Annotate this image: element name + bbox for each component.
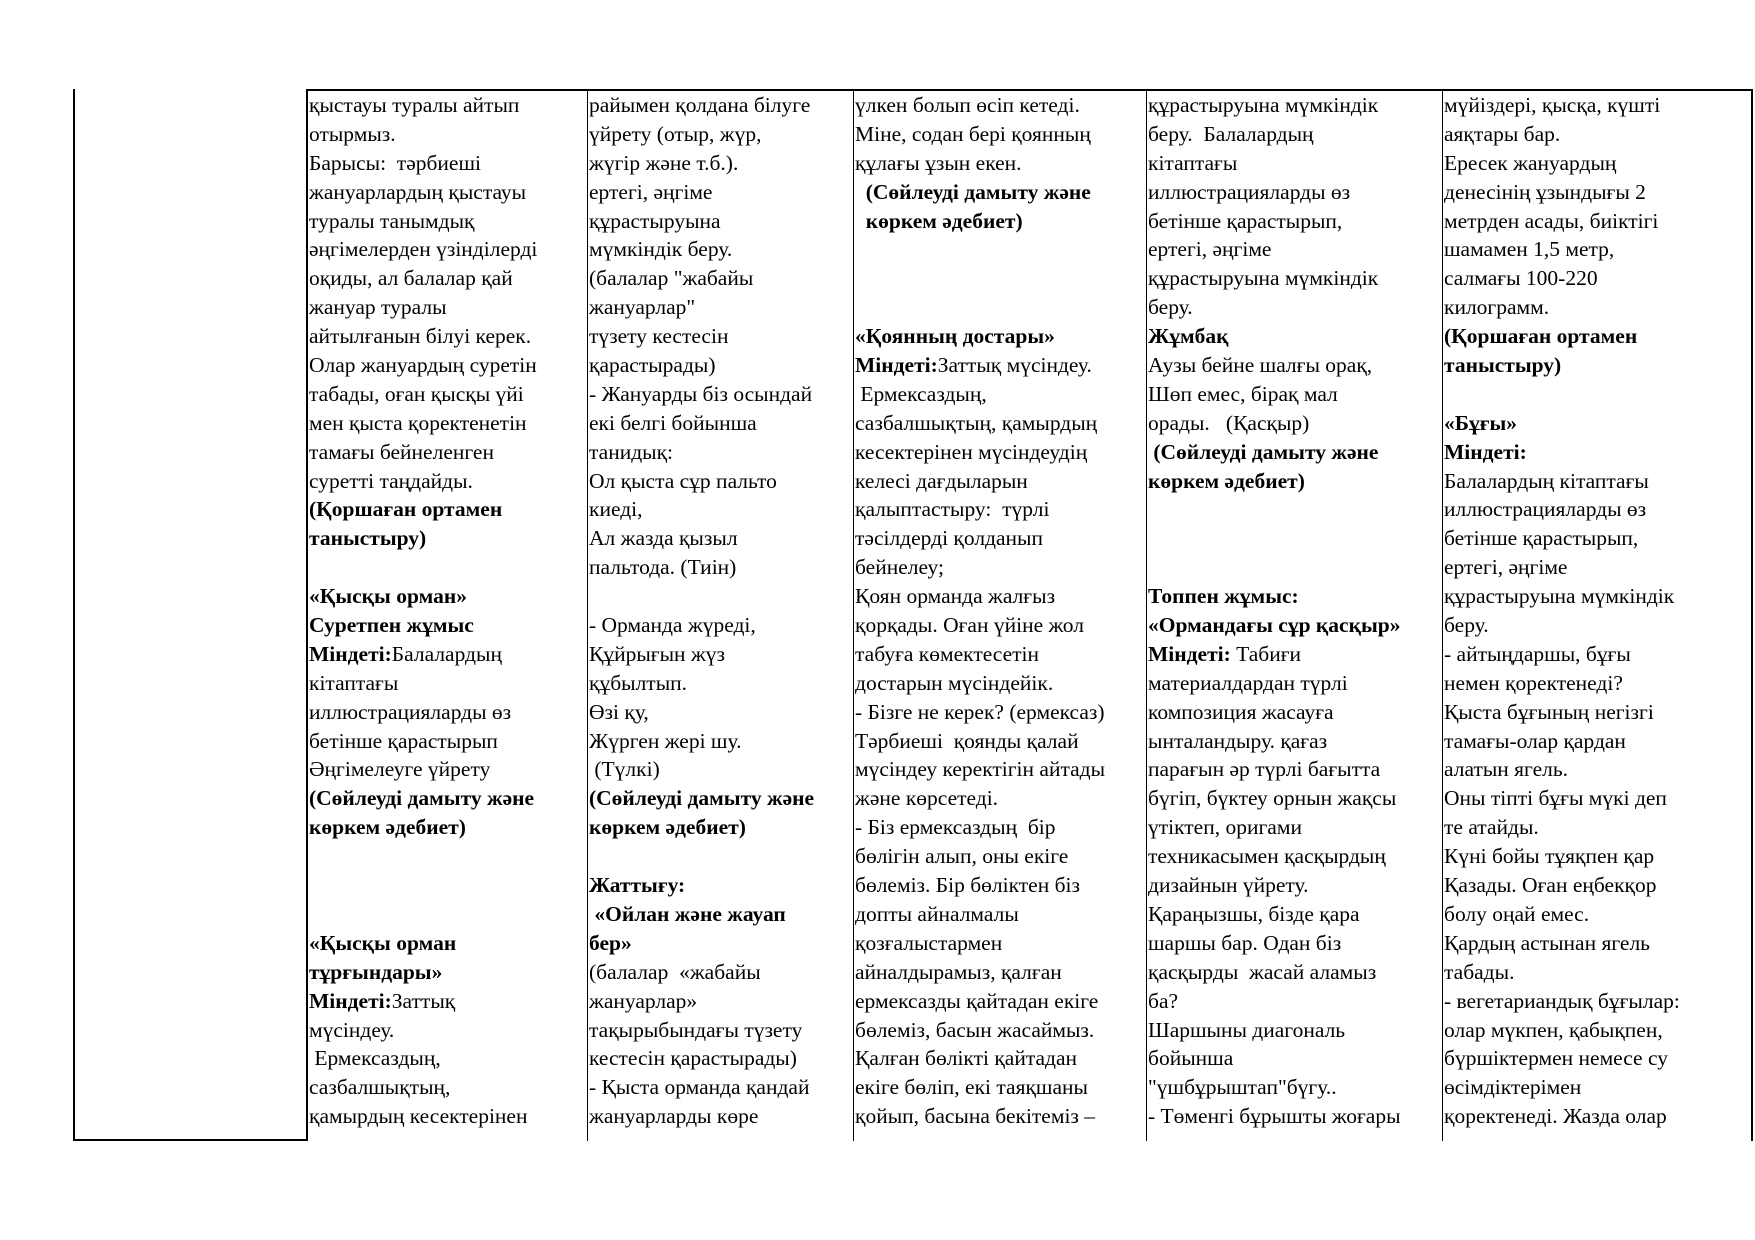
text-line: (Сөйлеуді дамыту және [1148, 439, 1379, 464]
text-line: (Сөйлеуді дамыту және [589, 786, 815, 811]
text-line: қасқырды жасай аламыз [1148, 959, 1377, 984]
text-line: және көрсетеді. [855, 786, 999, 811]
text-run: Міндеті: [1148, 641, 1231, 666]
text-line: қоректенеді. Жазда олар [1444, 1104, 1667, 1129]
text-line: көркем әдебиет) [1148, 468, 1305, 493]
text-line: достарын мүсіндейік. [855, 670, 1054, 695]
text-line: (Сөйлеуді дамыту және [309, 786, 535, 811]
text-line: таныстыру) [1444, 353, 1562, 378]
text-line: беру. [1444, 613, 1489, 638]
text-line: алатын ягель. [1444, 757, 1569, 782]
text-line: қойып, басына бекітеміз – [855, 1104, 1096, 1129]
text-line: айтылғанын білуі керек. [309, 324, 532, 349]
text-line: бейнелеу; [855, 555, 944, 580]
text-line [309, 553, 585, 582]
text-line [855, 264, 1144, 293]
column-divider-2 [587, 89, 588, 1141]
text-line [309, 871, 585, 900]
text-line [1148, 553, 1440, 582]
text-line: оқиды, ал балалар қай [309, 266, 513, 291]
text-run: Міндеті: [309, 988, 392, 1013]
text-line: әңгімелерден үзінділерді [309, 237, 538, 262]
text-line: құрастыруына мүмкіндік [1444, 584, 1675, 609]
text-line: Топпен жұмыс: [1148, 584, 1299, 609]
text-line: (Қоршаған ортамен [309, 497, 503, 522]
table-bottom-border-first-cell [73, 1139, 308, 1141]
text-line: сазбалшықтың, [309, 1075, 451, 1100]
text-line: тұрғындары» [309, 959, 443, 984]
text-run: Балалардың [391, 641, 502, 666]
text-line: Аузы бейне шалғы орақ, [1148, 353, 1373, 378]
text-line: ынталандыру. қағаз [1148, 728, 1328, 753]
text-line: мүсіндеу керектігін айтады [855, 757, 1106, 782]
text-line: - Орманда жүреді, [589, 613, 756, 638]
text-line [309, 640, 585, 669]
text-line: жануарлар" [589, 295, 696, 320]
text-line: "үшбұрыштап"бүгу.. [1148, 1075, 1337, 1100]
text-line: ертегі, әңгіме [1444, 555, 1568, 580]
text-line [855, 293, 1144, 322]
text-line: Қалған бөлікті қайтадан [855, 1046, 1078, 1071]
text-line: суретті таңдайды. [309, 468, 473, 493]
text-line: ермексазды қайтадан екіге [855, 988, 1099, 1013]
text-line: қорқады. Оған үйіне жол [855, 613, 1085, 638]
text-line: беру. [1148, 295, 1193, 320]
text-line: жануар туралы [309, 295, 447, 320]
text-line: Ол қыста сұр пальто [589, 468, 777, 493]
text-line: кестесін қарастырады) [589, 1046, 797, 1071]
text-line: техникасымен қасқырдың [1148, 844, 1386, 869]
text-line: Балалардың кітаптағы [1444, 468, 1649, 493]
text-line: табады. [1444, 959, 1515, 984]
text-line: бөлігін алып, оны екіге [855, 844, 1069, 869]
text-line [1444, 380, 1749, 409]
text-line [1148, 495, 1440, 524]
text-line [309, 900, 585, 929]
text-line: табуға көмектесетін [855, 641, 1040, 666]
text-line: райымен қолдана білуге [589, 93, 811, 117]
text-line: Ермексаздың, [855, 381, 987, 406]
text-line: - Жануарды біз осындай [589, 381, 813, 406]
text-line: үйрету (отыр, жүр, [589, 121, 762, 146]
text-line: Құйрығын жүз [589, 641, 726, 666]
text-line: «Қысқы орман» [309, 584, 467, 609]
text-line: денесінің ұзындығы 2 [1444, 179, 1646, 204]
text-line: метрден асады, биіктігі [1444, 208, 1659, 233]
text-line: тәсілдерді қолданып [855, 526, 1043, 551]
text-run: Заттық мүсіндеу. [937, 353, 1092, 378]
text-line [589, 842, 851, 871]
text-line: «Қоянның достары» [855, 324, 1055, 349]
text-line: - Бізге не керек? (ермексаз) [855, 699, 1105, 724]
text-line: «Қысқы орман [309, 930, 457, 955]
text-line: салмағы 100-220 [1444, 266, 1598, 291]
text-line: - вегетариандық бұғылар: [1444, 988, 1680, 1013]
text-line: қозғалыстармен [855, 930, 1003, 955]
text-line: ба? [1148, 988, 1179, 1013]
text-line: құлағы ұзын екен. [855, 150, 1022, 175]
text-line: композиция жасауға [1148, 699, 1334, 724]
text-line: бөлеміз. Бір бөліктен біз [855, 873, 1081, 898]
text-line: Олар жануардың суретін [309, 353, 537, 378]
text-line: құрастыруына [589, 208, 721, 233]
text-line: Тәрбиеші қоянды қалай [855, 728, 1079, 753]
text-line: таныстыру) [309, 526, 427, 551]
text-line: Жүрген жері шу. [589, 728, 742, 753]
table-right-border [1751, 89, 1753, 1141]
text-line: (Қоршаған ортамен [1444, 324, 1638, 349]
text-line: Ермексаздың, [309, 1046, 441, 1071]
text-line: үлкен болып өсіп кетеді. [855, 93, 1080, 117]
text-line: те атайды. [1444, 815, 1539, 840]
text-line: Барысы: тәрбиеші [309, 150, 481, 175]
text-line: Ересек жануардың [1444, 150, 1617, 175]
text-line: киеді, [589, 497, 643, 522]
text-line: жануарлардың қыстауы [309, 179, 527, 204]
text-line: (балалар «жабайы [589, 959, 761, 984]
text-line: Қараңызшы, бізде қара [1148, 901, 1360, 926]
text-line: екі белгі бойынша [589, 410, 757, 435]
table-left-border [73, 89, 75, 1141]
text-line: Шаршыны диагональ [1148, 1017, 1346, 1042]
text-line: айналдырамыз, қалған [855, 959, 1062, 984]
text-line: пальтода. (Тиін) [589, 555, 737, 580]
text-line: аяқтары бар. [1444, 121, 1561, 146]
text-line: туралы танымдық [309, 208, 475, 233]
text-line: - Қыста орманда қандай [589, 1075, 810, 1100]
text-line: тақырыбындағы түзету [589, 1017, 803, 1042]
text-line: Жаттығу: [589, 873, 686, 898]
text-line: тамағы бейнеленген [309, 439, 494, 464]
text-line: түзету кестесін [589, 324, 729, 349]
text-run: Заттық [391, 988, 456, 1013]
text-line: иллюстрацияларды өз [1148, 179, 1351, 204]
column-divider-1 [306, 89, 308, 1141]
text-line: жүгір және т.б.). [589, 150, 739, 175]
table-cell-column-2 [589, 91, 851, 1140]
text-line [309, 987, 585, 1016]
text-line: шамамен 1,5 метр, [1444, 237, 1615, 262]
text-line: Оны тіпті бұғы мүкі деп [1444, 786, 1667, 811]
text-line: болу оңай емес. [1444, 901, 1590, 926]
table-cell-column-1 [309, 91, 585, 1140]
text-line: ертегі, әңгіме [589, 179, 713, 204]
text-line: Ал жазда қызыл [589, 526, 738, 551]
table-cell-column-4 [1148, 91, 1440, 1140]
text-line: мүйіздері, қысқа, күшті [1444, 93, 1661, 117]
text-line: көркем әдебиет) [309, 815, 466, 840]
text-line: «Ойлан және жауап [589, 901, 786, 926]
text-line: бүршіктермен немесе су [1444, 1046, 1668, 1071]
text-line: (Түлкі) [589, 757, 660, 782]
text-line: иллюстрацияларды өз [309, 699, 512, 724]
text-line [1148, 640, 1440, 669]
text-line: Міне, содан бері қоянның [855, 121, 1091, 146]
text-line: шаршы бар. Одан біз [1148, 930, 1342, 955]
text-line: табады, оған қысқы үйі [309, 381, 524, 406]
text-line: Суретпен жұмыс [309, 613, 474, 638]
text-line: мен қыста қоректенетін [309, 410, 527, 435]
text-line: үтіктеп, оригами [1148, 815, 1302, 840]
text-line: - Біз ермексаздың бір [855, 815, 1056, 840]
text-line: Жұмбақ [1148, 324, 1229, 349]
text-line: Шөп емес, бірақ мал [1148, 381, 1338, 406]
text-line: - айтыңдаршы, бұғы [1444, 641, 1631, 666]
text-line: қамырдың кесектерінен [309, 1104, 528, 1129]
text-line: ертегі, әңгіме [1148, 237, 1272, 262]
text-line: көркем әдебиет) [589, 815, 746, 840]
text-run: Табиғи [1230, 641, 1302, 666]
text-line: Қоян орманда жалғыз [855, 584, 1056, 609]
text-line: дизайнын үйрету. [1148, 873, 1309, 898]
text-line: кітаптағы [1148, 150, 1238, 175]
text-line [589, 582, 851, 611]
text-line: Әңгімелеуге үйрету [309, 757, 491, 782]
text-line: қалыптастыру: түрлі [855, 497, 1050, 522]
text-line: иллюстрацияларды өз [1444, 497, 1647, 522]
column-divider-4 [1146, 89, 1147, 1141]
text-line: жануарларды көре [589, 1104, 759, 1129]
text-line [1148, 524, 1440, 553]
text-line: кесектерінен мүсіндеудің [855, 439, 1088, 464]
text-line: жануарлар» [589, 988, 698, 1013]
text-line: бер» [589, 930, 632, 955]
column-divider-5 [1442, 89, 1443, 1141]
text-line: килограмм. [1444, 295, 1550, 320]
text-line: бойынша [1148, 1046, 1234, 1071]
text-line: материалдардан түрлі [1148, 670, 1348, 695]
text-line: танидық: [589, 439, 674, 464]
text-line: кітаптағы [309, 670, 399, 695]
text-line: допты айналмалы [855, 901, 1019, 926]
text-line: келесі дағдыларын [855, 468, 1028, 493]
text-line: - Төменгі бұрышты жоғары [1148, 1104, 1401, 1129]
text-line: сазбалшықтың, қамырдың [855, 410, 1098, 435]
text-line: екіге бөліп, екі таяқшаны [855, 1075, 1088, 1100]
text-line: қыстауы туралы айтып [309, 93, 520, 117]
text-line: (балалар "жабайы [589, 266, 754, 291]
text-line: мүсіндеу. [309, 1017, 395, 1042]
text-line: Қардың астынан ягель [1444, 930, 1650, 955]
text-line: Өзі қу, [589, 699, 649, 724]
text-line: немен қоректенеді? [1444, 670, 1623, 695]
text-line: бетінше қарастырып, [1148, 208, 1343, 233]
text-line: тамағы-олар қардан [1444, 728, 1626, 753]
text-line: құрастыруына мүмкіндік [1148, 93, 1379, 117]
text-line: Қыста бұғының негізгі [1444, 699, 1654, 724]
column-divider-3 [853, 89, 854, 1141]
text-line: бетінше қарастырып [309, 728, 498, 753]
text-line: беру. Балалардың [1148, 121, 1314, 146]
text-line: бөлеміз, басын жасаймыз. [855, 1017, 1095, 1042]
text-line: құрастыруына мүмкіндік [1148, 266, 1379, 291]
text-line: Міндеті: [1444, 439, 1527, 464]
text-line: «Бұғы» [1444, 410, 1518, 435]
text-line: Күні бойы тұяқпен қар [1444, 844, 1655, 869]
text-line: парағын әр түрлі бағытта [1148, 757, 1381, 782]
text-run: Міндеті: [855, 353, 938, 378]
table-cell-column-5 [1444, 91, 1749, 1140]
text-run: Міндеті: [309, 641, 392, 666]
text-line: құбылтып. [589, 670, 688, 695]
text-line [309, 842, 585, 871]
text-line: бетінше қарастырып, [1444, 526, 1639, 551]
text-line: олар мүкпен, қабықпен, [1444, 1017, 1663, 1042]
text-line [855, 351, 1144, 380]
text-line: бүгіп, бүктеу орнын жақсы [1148, 786, 1397, 811]
text-line: көркем әдебиет) [855, 208, 1023, 233]
text-line: орады. (Қасқыр) [1148, 410, 1310, 435]
text-line: өсімдіктерімен [1444, 1075, 1582, 1100]
text-line: Қазады. Оған еңбекқор [1444, 873, 1657, 898]
text-line: қарастырады) [589, 353, 716, 378]
text-line: мүмкіндік беру. [589, 237, 733, 262]
text-line: «Ормандағы сұр қасқыр» [1148, 613, 1401, 638]
text-line [855, 235, 1144, 264]
table-cell-column-3 [855, 91, 1144, 1140]
text-line: отырмыз. [309, 121, 396, 146]
text-line: (Сөйлеуді дамыту және [855, 179, 1091, 204]
